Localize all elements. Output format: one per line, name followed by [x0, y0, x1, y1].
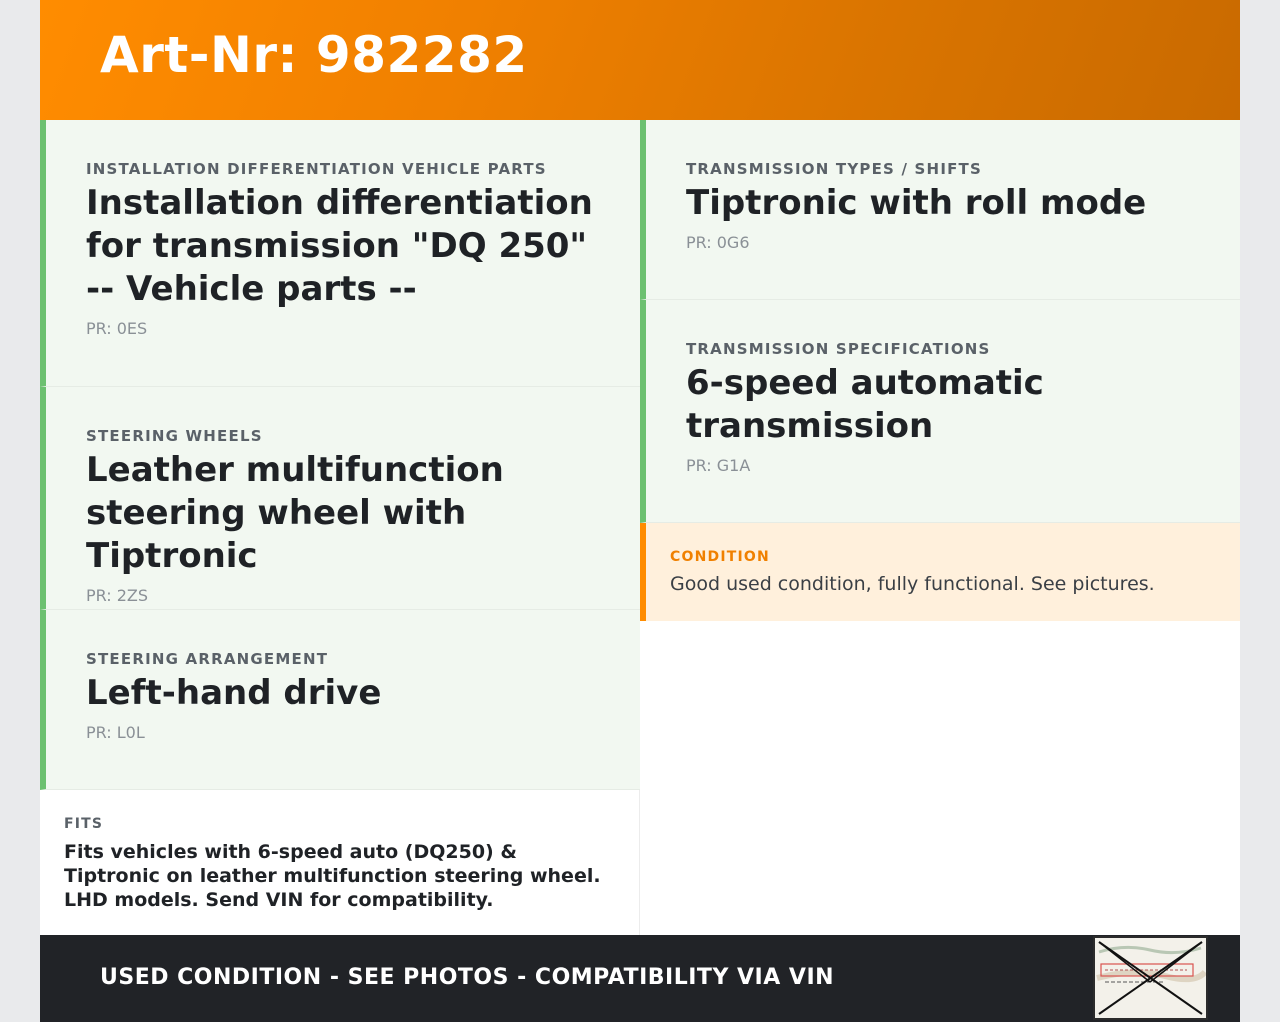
envelope-icon[interactable]	[1093, 936, 1208, 1020]
spec-card-transmission-type	[640, 120, 1240, 300]
right-column	[640, 120, 1240, 621]
spec-pr-code: PR: 0G6	[686, 233, 750, 252]
envelope-thumbnail-graphic	[1095, 938, 1206, 1018]
spec-category: STEERING ARRANGEMENT	[86, 650, 329, 668]
spec-card-steering-arrangement	[40, 610, 640, 790]
condition-label: CONDITION	[670, 549, 770, 565]
spec-pr-code: PR: L0L	[86, 723, 145, 742]
spec-pr-code: PR: 2ZS	[86, 586, 149, 605]
header-bar	[40, 0, 1240, 120]
spec-title: Leather multifunction steering wheel with Tiptronic	[86, 450, 504, 576]
left-column	[40, 120, 640, 790]
spec-category: INSTALLATION DIFFERENTIATION VEHICLE PARTS	[86, 160, 547, 178]
fits-label: FITS	[64, 816, 104, 832]
spec-title: Left-hand drive	[86, 673, 382, 713]
spec-pr-code: PR: 0ES	[86, 319, 148, 338]
footer-note: USED CONDITION - SEE PHOTOS - COMPATIBILITY VIA VIN	[100, 965, 835, 990]
spec-category: STEERING WHEELS	[86, 427, 263, 445]
spec-card-transmission-spec	[640, 300, 1240, 523]
article-number-title: Art-Nr: 982282	[100, 26, 528, 84]
spec-card-steering-wheel	[40, 387, 640, 610]
condition-box	[640, 523, 1240, 621]
condition-text: Good used condition, fully functional. See pictures.	[670, 573, 1155, 595]
spec-category: TRANSMISSION TYPES / SHIFTS	[686, 160, 982, 178]
fits-box	[40, 790, 640, 935]
spec-category: TRANSMISSION SPECIFICATIONS	[686, 340, 991, 358]
spec-card-installation	[40, 120, 640, 387]
spec-title: 6-speed automatic transmission	[686, 363, 1044, 446]
spec-title: Installation differentiation for transmission "DQ 250" -- Vehicle parts --	[86, 183, 593, 309]
product-sheet	[40, 0, 1240, 1022]
spec-pr-code: PR: G1A	[686, 456, 751, 475]
footer-bar	[40, 935, 1240, 1022]
fits-text: Fits vehicles with 6-speed auto (DQ250) & Tiptronic on leather multifunction steering wheel. LHD models. Send VIN for compatibility.	[64, 841, 601, 911]
spec-title: Tiptronic with roll mode	[686, 183, 1147, 223]
